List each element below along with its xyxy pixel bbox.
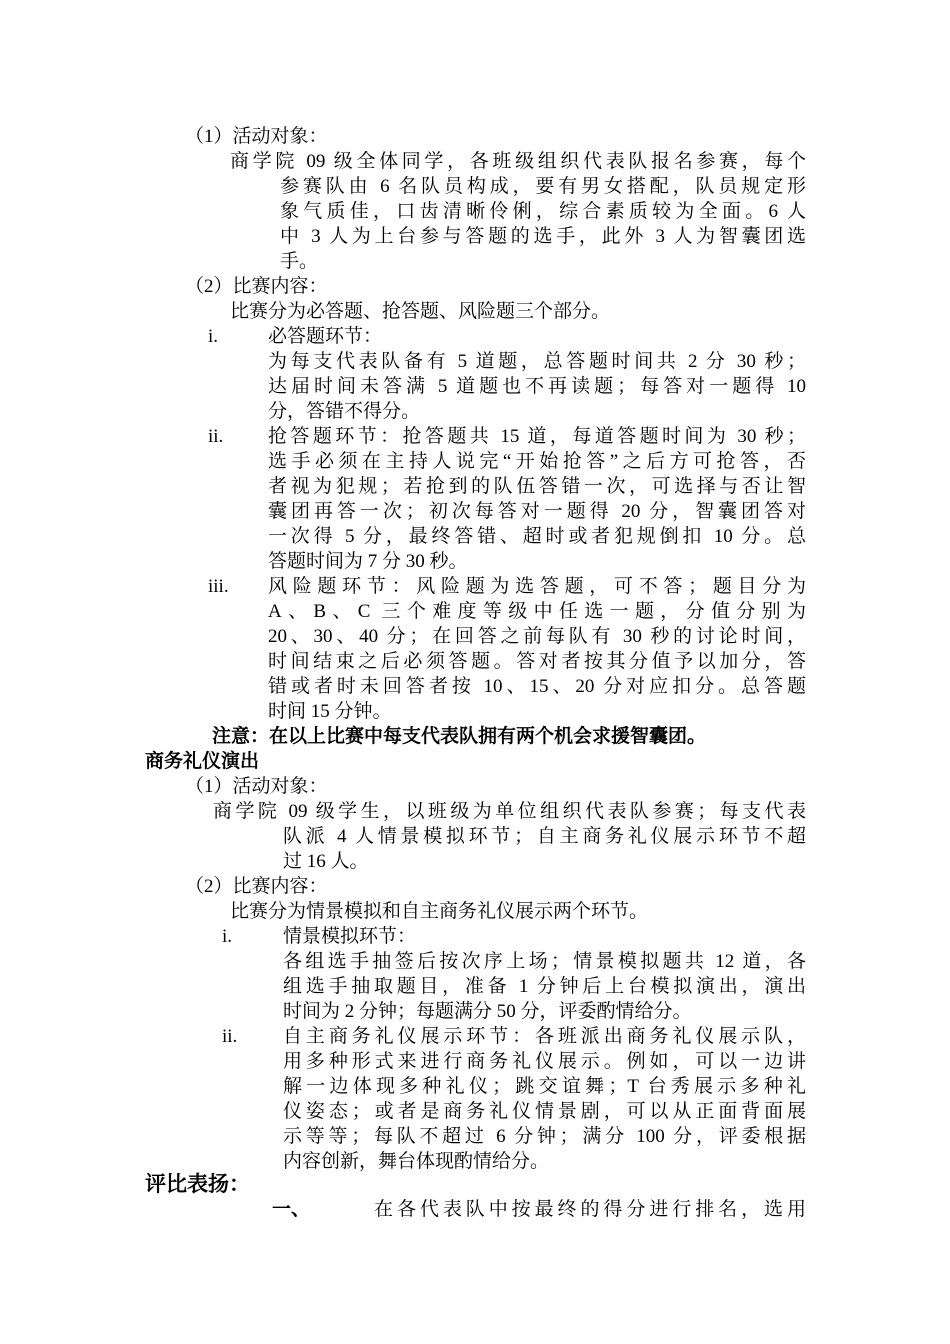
list-item-line: 选手必须在主持人说完“开始抢答”之后方可抢答，否: [268, 451, 806, 472]
paragraph-line: 参赛队由 6 名队员构成，要有男女搭配，队员规定形: [280, 176, 806, 197]
list-marker: i.: [222, 926, 233, 947]
list-marker: iii.: [208, 576, 229, 597]
section-heading: 商务礼仪演出: [145, 751, 260, 772]
list-item-line: 风险题环节：风险题为选答题，可不答；题目分为: [268, 576, 806, 597]
list-item-line: 自主商务礼仪展示环节：各班派出商务礼仪展示队，: [283, 1026, 806, 1047]
list-item-line: 错或者时未回答者按 10、15、20 分对应扣分。总答题: [268, 676, 806, 697]
list-item-line: 一次得 5 分，最终答错、超时或者犯规倒扣 10 分。总: [268, 526, 806, 547]
list-item-line: A、B、C 三个难度等级中任选一题，分值分别为: [268, 601, 806, 622]
competition-content-label: （2）比赛内容：: [185, 876, 328, 897]
list-item-line: 时间为 2 分钟；每题满分 50 分，评委酌情给分。: [283, 1001, 692, 1022]
list-item-line: 组选手抽取题目，准备 1 分钟后上台模拟演出，演出: [283, 976, 806, 997]
paragraph-line: 过 16 人。: [283, 851, 369, 872]
list-item-line: 时间 15 分钟。: [268, 701, 392, 722]
list-item-line: 达届时间未答满 5 道题也不再读题；每答对一题得 10: [268, 376, 806, 397]
list-item-line: 内容创新，舞台体现酌情给分。: [283, 1151, 550, 1172]
paragraph-line: 商学院 09 级学生，以班级为单位组织代表队参赛；每支代表: [213, 801, 806, 822]
list-item-line: 仪姿态；或者是商务礼仪情景剧，可以从正面背面展: [283, 1101, 806, 1122]
list-marker: ii.: [222, 1026, 238, 1047]
list-item-line: 抢答题环节：抢答题共 15 道，每道答题时间为 30 秒；: [268, 426, 806, 447]
competition-content-label: （2）比赛内容：: [185, 276, 328, 297]
list-item-line: 答题时间为 7 分 30 秒。: [268, 551, 468, 572]
note-text: 注意：在以上比赛中每支代表队拥有两个机会求援智囊团。: [212, 726, 707, 747]
list-item-line: 时间结束之后必须答题。答对者按其分值予以加分，答: [268, 651, 806, 672]
paragraph-line: 在各代表队中按最终的得分进行排名，选用: [374, 1199, 806, 1220]
list-item-line: 分，答错不得分。: [268, 401, 421, 422]
paragraph-line: 手。: [280, 251, 319, 272]
paragraph-line: 队派 4 人情景模拟环节；自主商务礼仪展示环节不超: [283, 826, 806, 847]
list-item-line: 示等等；每队不超过 6 分钟；满分 100 分，评委根据: [283, 1126, 806, 1147]
list-item-line: 情景模拟环节：: [283, 926, 417, 947]
paragraph-line: 象气质佳，口齿清晰伶俐，综合素质较为全面。6 人: [280, 201, 806, 222]
activity-target-label: （1）活动对象：: [185, 126, 328, 147]
list-item-line: 用多种形式来进行商务礼仪展示。例如，可以一边讲: [283, 1051, 806, 1072]
paragraph-line: 商学院 09 级全体同学，各班级组织代表队报名参赛，每个: [230, 151, 806, 172]
section-heading: 评比表扬：: [145, 1172, 250, 1196]
list-item-line: 为每支代表队备有 5 道题，总答题时间共 2 分 30 秒；: [268, 351, 806, 372]
list-item-line: 必答题环节：: [268, 326, 383, 347]
list-item-line: 20、30、40 分；在回答之前每队有 30 秒的讨论时间，: [268, 626, 806, 647]
competition-intro: 比赛分为情景模拟和自主商务礼仪展示两个环节。: [230, 901, 649, 922]
competition-intro: 比赛分为必答题、抢答题、风险题三个部分。: [230, 301, 611, 322]
list-marker: i.: [208, 326, 219, 347]
list-item-line: 解一边体现多种礼仪；跳交谊舞；T 台秀展示多种礼: [283, 1076, 806, 1097]
paragraph-line: 中 3 人为上台参与答题的选手，此外 3 人为智囊团选: [280, 226, 806, 247]
list-item-line: 者视为犯规；若抢到的队伍答错一次，可选择与否让智: [268, 476, 806, 497]
list-marker: ii.: [208, 426, 224, 447]
list-item-line: 囊团再答一次；初次每答对一题得 20 分，智囊团答对: [268, 501, 806, 522]
list-item-line: 各组选手抽签后按次序上场；情景模拟题共 12 道，各: [283, 951, 806, 972]
activity-target-label: （1）活动对象：: [185, 776, 328, 797]
list-marker: 一、: [272, 1199, 311, 1220]
